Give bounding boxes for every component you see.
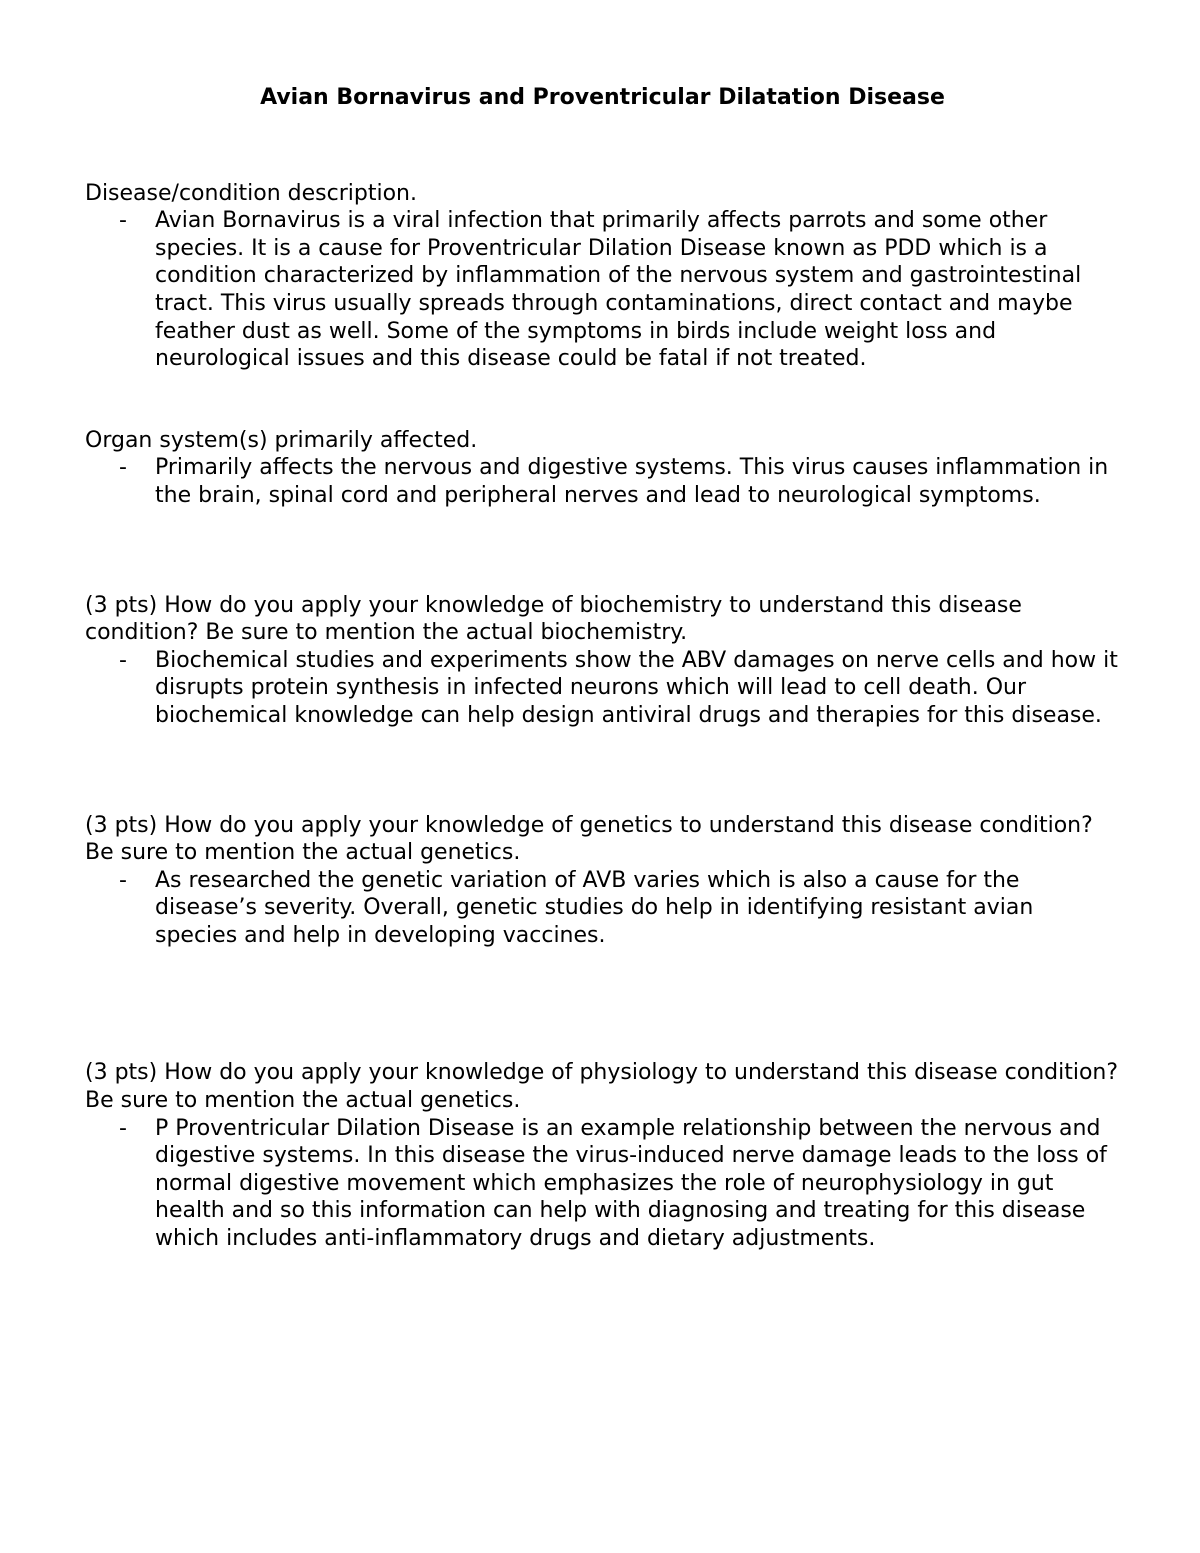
document-title: Avian Bornavirus and Proventricular Dilatation Disease xyxy=(260,85,945,110)
section-disease-description xyxy=(85,180,1120,373)
bullet-item xyxy=(85,454,1120,509)
answer-text: Avian Bornavirus is a viral infection that primarily affects parrots and some other species. It is a cause for Proventricular Dilation Disease known as PDD which is a condition characterized by inflammation of the nervous system and gastrointestinal tract. This virus usually spreads through contaminations, direct contact and maybe feather dust as well. Some of the symptoms in birds include weight loss and neurological issues and this disease could be fatal if not treated. xyxy=(155,208,1082,372)
bullet-item xyxy=(85,1115,1120,1253)
section-heading: (3 pts) How do you apply your knowledge of genetics to understand this disease condition? Be sure to mention the actual genetics. xyxy=(85,812,1093,866)
bullet-dash: - xyxy=(119,1115,127,1141)
section-physiology xyxy=(85,1059,1120,1252)
answer-text: P Proventricular Dilation Disease is an example relationship between the nervous and digestive systems. In this disease the virus-induced nerve damage leads to the loss of normal digestive movement which emphasizes the role of neurophysiology in gut health and so this information can help with diagnosing and treating for this disease which includes anti-inflammatory drugs and dietary adjustments. xyxy=(155,1115,1107,1252)
section-heading: (3 pts) How do you apply your knowledge of biochemistry to understand this disease condition? Be sure to mention the actual biochemistry. xyxy=(85,592,1022,646)
bullet-dash: - xyxy=(119,647,127,673)
section-heading: Organ system(s) primarily affected. xyxy=(85,427,478,453)
answer-text: As researched the genetic variation of AVB varies which is also a cause for the disease’s severity. Overall, genetic studies do help in identifying resistant avian species and help in developing vaccines. xyxy=(155,867,1034,948)
answer-text: Biochemical studies and experiments show the ABV damages on nerve cells and how it disrupts protein synthesis in infected neurons which will lead to cell death. Our biochemical knowledge can help design antiviral drugs and therapies for this disease. xyxy=(155,647,1118,728)
bullet-dash: - xyxy=(119,867,127,893)
bullet-item xyxy=(85,867,1120,950)
bullet-item xyxy=(85,207,1120,373)
bullet-dash: - xyxy=(119,208,127,234)
section-heading: (3 pts) How do you apply your knowledge of physiology to understand this disease condition? Be sure to mention the actual genetics. xyxy=(85,1060,1119,1114)
section-biochemistry xyxy=(85,592,1120,730)
bullet-item xyxy=(85,647,1120,730)
section-organ-systems xyxy=(85,427,1120,510)
section-heading: Disease/condition description. xyxy=(85,180,417,206)
document-page xyxy=(85,84,1120,1253)
bullet-dash: - xyxy=(119,455,127,481)
answer-text: Primarily affects the nervous and digestive systems. This virus causes inflammation in the brain, spinal cord and peripheral nerves and lead to neurological symptoms. xyxy=(155,455,1109,508)
section-genetics xyxy=(85,812,1120,950)
